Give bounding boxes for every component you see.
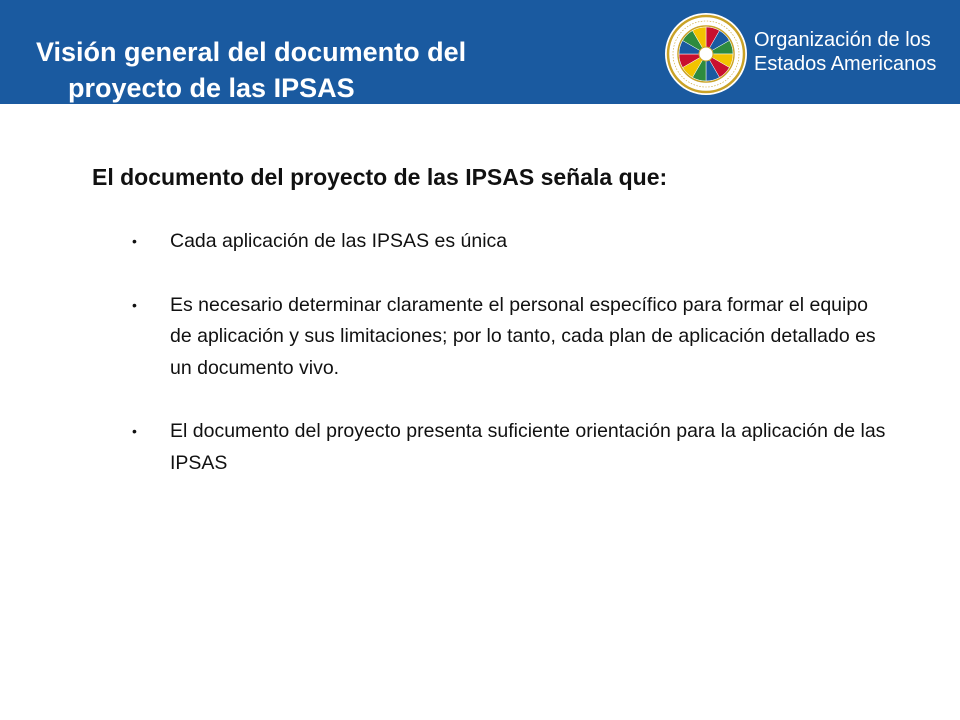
organization-name-line-2: Estados Americanos bbox=[754, 53, 937, 75]
organization-name-line-1: Organización de los bbox=[754, 29, 931, 51]
organization-name bbox=[754, 28, 936, 76]
bullet-text: El documento del proyecto presenta suficiente orientación para la aplicación de las IPSAS bbox=[170, 420, 886, 474]
oas-seal-icon bbox=[664, 12, 748, 96]
bullet-icon: • bbox=[132, 423, 137, 439]
bullet-item bbox=[128, 416, 888, 479]
bullet-item bbox=[128, 290, 888, 385]
slide-title-line-2: proyecto de las IPSAS bbox=[68, 73, 355, 103]
content-subtitle: El documento del proyecto de las IPSAS señala que: bbox=[92, 164, 668, 190]
bullet-icon: • bbox=[132, 296, 137, 313]
bullet-list bbox=[128, 226, 888, 511]
bullet-text: Es necesario determinar claramente el personal específico para formar el equipo de aplicación y sus limitaciones; por lo tanto, cada plan de aplicación detallado es un documento vivo. bbox=[170, 293, 876, 379]
bullet-text: Cada aplicación de las IPSAS es única bbox=[170, 230, 508, 252]
header-band bbox=[0, 0, 960, 104]
slide-title-line-1: Visión general del documento del bbox=[36, 37, 467, 67]
bullet-item bbox=[128, 226, 888, 258]
bullet-icon: • bbox=[132, 233, 137, 249]
